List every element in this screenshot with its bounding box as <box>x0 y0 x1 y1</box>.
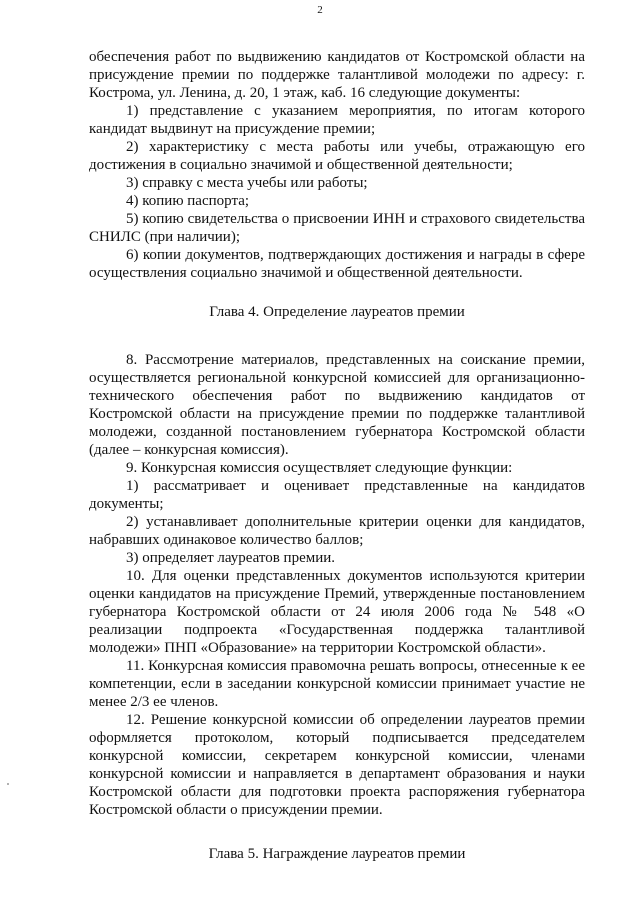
list-item-6: 6) копии документов, подтверждающих достижения и награды в сфере осуществления социально значимой и общественной деятельности. <box>89 247 585 281</box>
function-item-1: 1) рассматривает и оценивает представленные на кандидатов документы; <box>89 478 585 512</box>
chapter-5-heading: Глава 5. Награждение лауреатов премии <box>208 846 466 862</box>
list-item-1: 1) представление с указанием мероприятия, по итогам которого кандидат выдвинут на присуждение премии; <box>89 103 585 137</box>
paragraph-8: 8. Рассмотрение материалов, представленных на соискание премии, осуществляется региональной конкурсной комиссией для организационно-технического обеспечения работ по выдвижению кандидатов от Костромской области на присуждение премии по поддержке талантливой молодежи, созданной постановлением губернатора Костромской области (далее – конкурсная комиссия). <box>89 352 585 458</box>
function-item-3: 3) определяет лауреатов премии. <box>126 550 336 566</box>
chapter-4-heading: Глава 4. Определение лауреатов премии <box>209 304 465 320</box>
paragraph-12: 12. Решение конкурсной комиссии об определении лауреатов премии оформляется протоколом, который подписывается председателем конкурсной комиссии, секретарем конкурсной комиссии, членами конкурсной комиссии и направляется в департамент образования и науки Костромской области для подготовки проекта распоряжения губернатора Костромской области о присуждении премии. <box>89 712 585 818</box>
list-item-5: 5) копию свидетельства о присвоении ИНН и страхового свидетельства СНИЛС (при наличии); <box>89 211 585 245</box>
scan-speck <box>7 783 9 785</box>
page-number: 2 <box>317 4 323 16</box>
paragraph-10: 10. Для оценки представленных документов используются критерии оценки кандидатов на присуждение Премий, утвержденные постановлением губернатора Костромской области от 24 июля 2006 года № 548 «О реализации подпроекта «Государственная поддержка талантливой молодежи» ПНП «Образование» на территории Костромской области». <box>89 568 585 656</box>
list-item-4: 4) копию паспорта; <box>126 193 250 209</box>
paragraph-9: 9. Конкурсная комиссия осуществляет следующие функции: <box>126 460 513 476</box>
list-item-3: 3) справку с места учебы или работы; <box>126 175 368 191</box>
list-item-2: 2) характеристику с места работы или учебы, отражающую его достижения в социально значимой и общественной деятельности; <box>89 139 585 173</box>
document-body <box>89 48 585 863</box>
function-item-2: 2) устанавливает дополнительные критерии оценки для кандидатов, набравших одинаковое количество баллов; <box>89 514 585 548</box>
paragraph-11: 11. Конкурсная комиссия правомочна решать вопросы, отнесенные к ее компетенции, если в заседании конкурсной комиссии принимает участие не менее 2/3 ее членов. <box>89 658 585 710</box>
paragraph-documents-intro: обеспечения работ по выдвижению кандидатов от Костромской области на присуждение премии по поддержке талантливой молодежи по адресу: г. Кострома, ул. Ленина, д. 20, 1 этаж, каб. 16 следующие документы: <box>89 49 585 101</box>
